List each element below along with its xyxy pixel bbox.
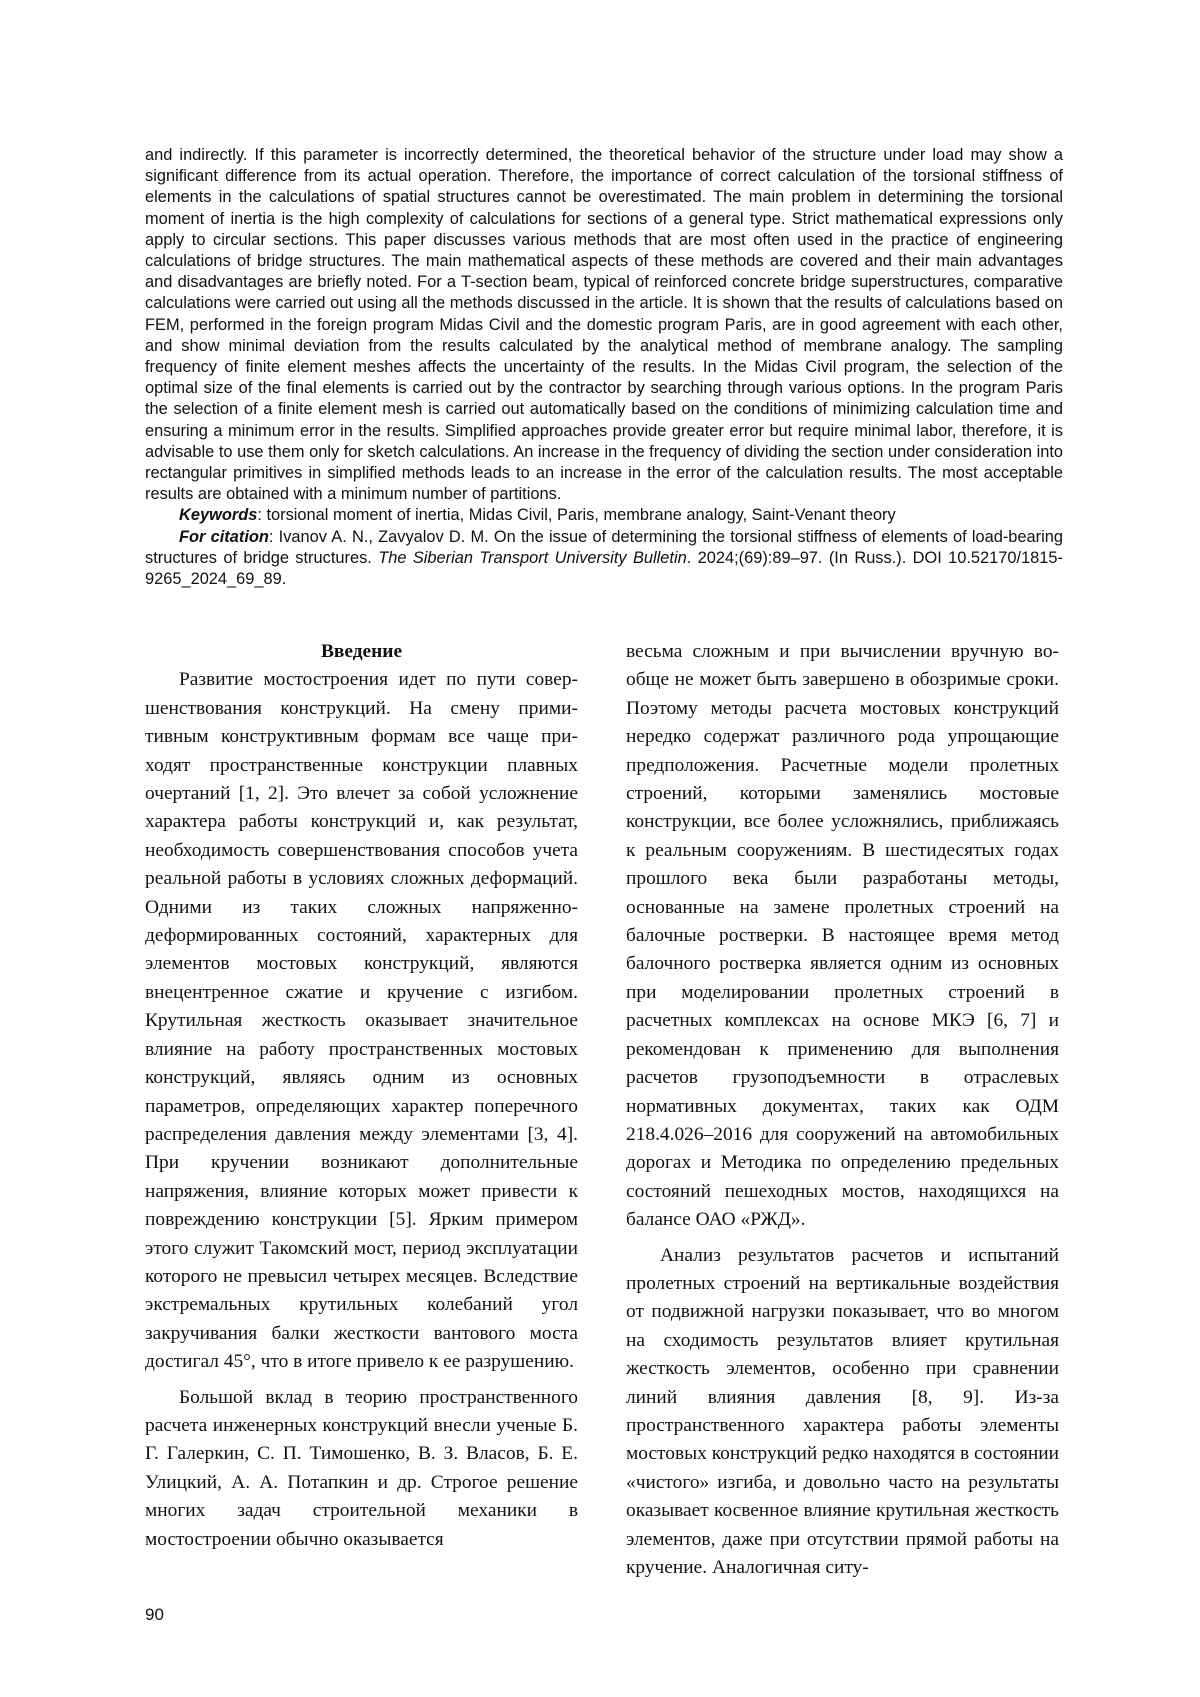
citation-tail: . 2024;(69):89–97. (In Russ.). DOI 10.52170/1815-9265_2024_69_89. [145,549,1063,588]
citation-label: For citation [179,528,269,546]
page-number: 90 [145,1605,164,1625]
left-column [145,638,578,1554]
abstract-section [145,145,1063,590]
citation-line [145,527,1063,591]
left-paragraph-2: Большой вклад в теорию пространственного расчета инженерных конструкций внесли уче­ные Б. Г. Галеркин, С. П. Тимошенко, В. З. Вла­сов, Б. Е. Улицкий, А. А. Потапкин и др. Стро­гое решение многих задач строительной меха­ники в мостостроении обычно оказывается [145,1384,578,1554]
citation-journal: The Siberian Transport University Bulletin [378,549,687,567]
right-paragraph-1: весьма сложным и при вычислении вручную во­обще не может быть завершено в обозримые сроки. Поэтому методы расчета мостовых кон­струкций нередко содержат различного рода упрощающие предположения. Расчетные мо­дели пролетных строений, которыми заменялись мостовые конструкции, все более усложнялись, приближаясь к реальным сооружениям. В шести­десятых годах прошлого века были разработаны методы, основанные на замене пролетных стро­ений на балочные ростверки. В настоящее время метод балочного ростверка является одним из основных при моделировании пролетных стро­ений в расчетных комплексах на основе МКЭ [6, 7] и рекомендован к применению для выполне­ния расчетов грузоподъемности в отраслевых нормативных документах, таких как ОДМ 218.4.026–2016 для сооружений на автомобиль­ных дорогах и Методика по определению пре­дельных состояний пешеходных мостов, нахо­дящихся на балансе ОАО «РЖД». [626,638,1059,1235]
abstract-body: and indirectly. If this parameter is incorrectly determined, the theoretical behavior of the structure under load may show a significant difference from its actual operation. Therefore, the importance of correct calculation of the torsional stiffness of elements in the calculations of spatial structures cannot be overestimated. The main problem in determining the torsional moment of inertia is the high complexity of calculations for sections of a general type. Strict mathematical expressions only apply to circular sections. This paper discusses various methods that are most often used in the practice of engineering calculations of bridge structures. The main mathematical aspects of these methods are covered and their main advantages and disadvantages are briefly noted. For a T-section beam, typical of reinforced concrete bridge superstructures, comparative calculations were carried out using all the methods discussed in the article. It is shown that the results of calculations based on FEM, performed in the foreign program Midas Civil and the domestic program Paris, are in good agreement with each other, and show minimal deviation from the results calculated by the analytical method of membrane analogy. The sampling frequency of finite element meshes affects the uncertainty of the results. In the Midas Civil program, the selection of the optimal size of the final elements is carried out by the contractor by searching through various options. In the program Paris the selection of a finite element mesh is carried out automatically based on the conditions of minimizing calculation time and ensuring a minimum error in the results. Simplified approaches provide greater error but require minimal labor, therefore, it is advisable to use them only for sketch calculations. An increase in the frequency of dividing the section under consideration into rectangular primitives in simplified methods leads to an increase in the error of the calculation results. The most acceptable results are obtained with a minimum number of partitions. [145,145,1063,505]
keywords-line [145,505,1063,526]
section-heading: Введение [145,638,578,666]
keywords-text: : torsional moment of inertia, Midas Civil, Paris, membrane analogy, Saint-Venant theory [257,506,895,524]
keywords-label: Keywords [179,506,257,524]
right-paragraph-2: Анализ результатов расчетов и испытаний пролетных строений на вертикальные воздей­ствия от подвижной нагрузки показывает, что во многом на сходимость результатов влияет крутильная жесткость элементов, особенно при сравнении линий влияния давления [8, 9]. Из-за пространственного характера работы элементы мостовых конструкций редко находятся в состо­янии «чистого» изгиба, и довольно часто на ре­зультаты оказывает косвенное влияние крутиль­ная жесткость элементов, даже при отсутствии прямой работы на кручение. Аналогичная ситу- [626,1242,1059,1583]
right-column [626,638,1059,1582]
citation-text: : Ivanov A. N., Zavyalov D. M. On the issue of determining the torsional stiffness of elements of load-bearing structures of bridge structures. [145,528,1063,567]
left-paragraph-1: Развитие мостостроения идет по пути совер­шенствования конструкций. На смену прими­тивным конструктивным формам все чаще при­ходят пространственные конструкции плавных очертаний [1, 2]. Это влечет за собой усложне­ние характера работы конструкций и, как ре­зультат, необходимость совершенствования способов учета реальной работы в условиях сложных деформаций. Одними из таких слож­ных напряженно-деформированных состояний, характерных для элементов мостовых конструк­ций, являются внецентренное сжатие и круче­ние с изгибом. Крутильная жесткость оказывает значительное влияние на работу пространствен­ных мостовых конструкций, являясь одним из основных параметров, определяющих характер поперечного распределения давления между элементами [3, 4]. При кручении возникают до­полнительные напряжения, влияние которых может привести к повреждению конструкции [5]. Ярким примером этого служит Такомский мост, период эксплуатации которого не превы­сил четырех месяцев. Вследствие экстремаль­ных крутильных колебаний угол закручивания балки жесткости вантового моста достигал 45°, что в итоге привело к ее разрушению. [145,666,578,1376]
